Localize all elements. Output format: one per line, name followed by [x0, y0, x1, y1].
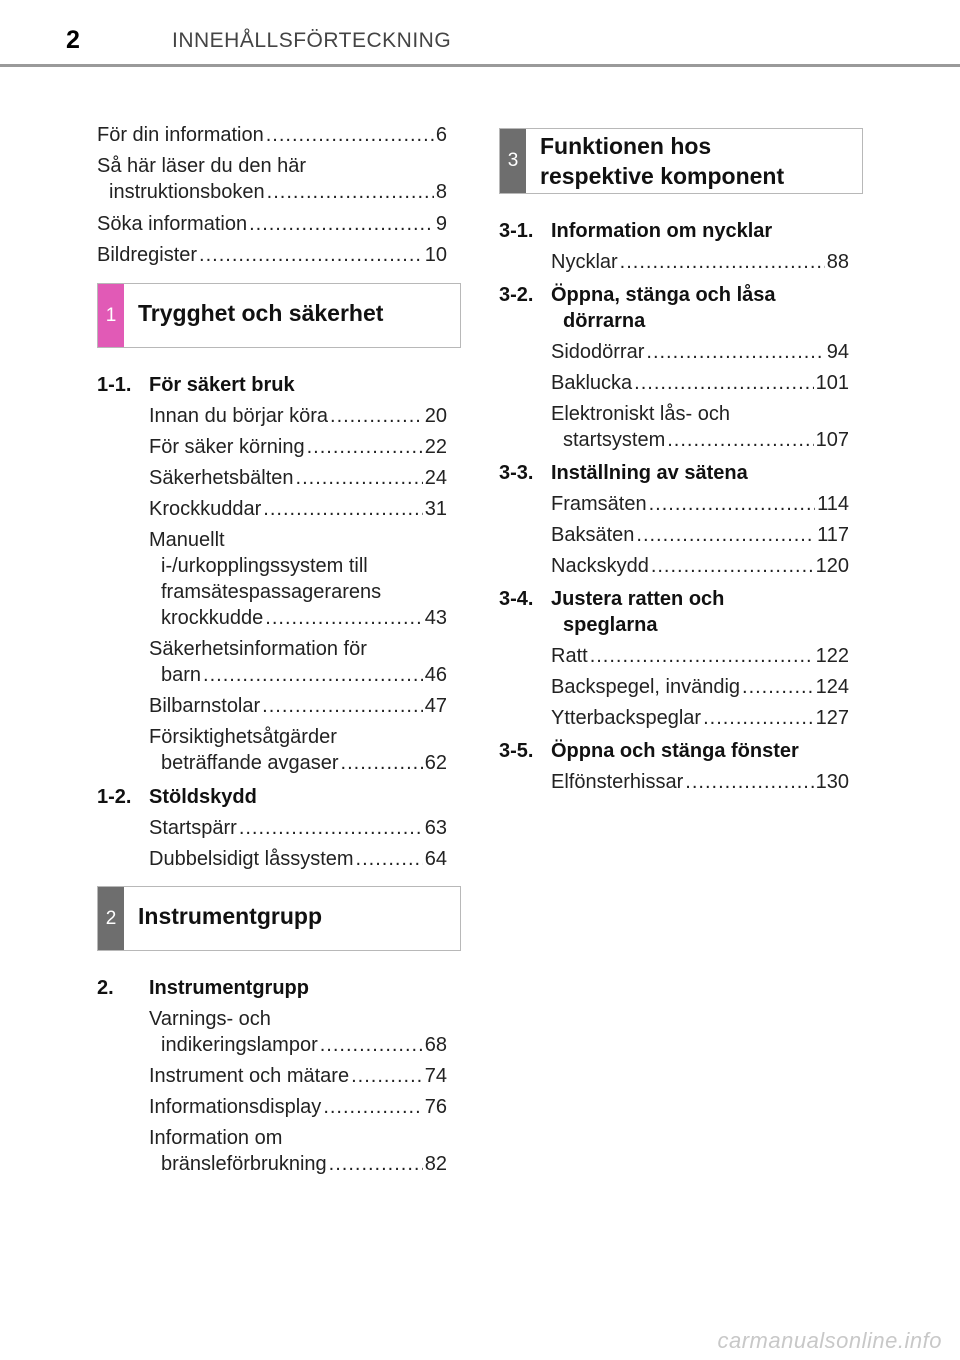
chapter-1-title: Trygghet och säkerhet	[138, 300, 384, 326]
toc-entry[interactable]: Försiktighetsåtgärder beträffande avgaser ..... 62	[149, 724, 447, 776]
toc-entry[interactable]: Elektroniskt lås- och startsystem ..... 107	[551, 401, 849, 453]
toc-entry[interactable]: Nackskydd ..... 120	[551, 553, 849, 579]
toc-entry[interactable]: Söka information ..... 9	[97, 211, 447, 237]
page-number: 2	[66, 26, 80, 54]
toc-entry[interactable]: Sidodörrar ..... 94	[551, 339, 849, 365]
section-heading: 3-1. Information om nycklar	[499, 220, 773, 242]
toc-entry[interactable]: Nycklar ..... 88	[551, 249, 849, 275]
toc-entry[interactable]: Ytterbackspeglar ..... 127	[551, 705, 849, 731]
toc-entry[interactable]: Startspärr ..... 63	[149, 815, 447, 841]
header-divider	[0, 64, 960, 67]
chapter-3-marker: 3	[500, 129, 526, 193]
toc-entry[interactable]: Krockkuddar ..... 31	[149, 496, 447, 522]
toc-entry[interactable]: Bilbarnstolar ..... 47	[149, 693, 447, 719]
toc-entry[interactable]: Varnings- och indikeringslampor ..... 68	[149, 1006, 447, 1058]
section-heading: 3-5. Öppna och stänga fönster	[499, 740, 799, 762]
page-header	[0, 0, 960, 70]
toc-entry[interactable]: Information om bränsleförbrukning ..... 82	[149, 1125, 447, 1177]
section-heading: 3-4. Justera ratten och speglarna	[499, 588, 725, 636]
toc-entry[interactable]: Informationsdisplay ..... 76	[149, 1094, 447, 1120]
toc-entry[interactable]: Instrument och mätare ..... 74	[149, 1063, 447, 1089]
section-heading: 1-1. För säkert bruk	[97, 374, 295, 396]
toc-entry[interactable]: Säkerhetsbälten ..... 24	[149, 465, 447, 491]
toc-entry[interactable]: Baksäten ..... 117	[551, 522, 849, 548]
toc-entry[interactable]: Framsäten ..... 114	[551, 491, 849, 517]
toc-entry[interactable]: Baklucka ..... 101	[551, 370, 849, 396]
chapter-1-marker: 1	[98, 284, 124, 347]
chapter-2-marker: 2	[98, 887, 124, 950]
toc-entry[interactable]: Bildregister ..... 10	[97, 242, 447, 268]
chapter-1-tab[interactable]	[97, 283, 461, 348]
chapter-2-tab[interactable]	[97, 886, 461, 951]
toc-entry[interactable]: Backspegel, invändig ..... 124	[551, 674, 849, 700]
chapter-2-title: Instrumentgrupp	[138, 903, 322, 929]
toc-entry[interactable]: Dubbelsidigt låssystem ..... 64	[149, 846, 447, 872]
toc-entry[interactable]: Innan du börjar köra ..... 20	[149, 403, 447, 429]
chapter-3-title: Funktionen hos respektive komponent	[540, 133, 785, 189]
toc-entry[interactable]: Elfönsterhissar ..... 130	[551, 769, 849, 795]
toc-entry[interactable]: Manuellt i-/urkopplingssystem till framsätespassagerarens krockkudde ..... 43	[149, 527, 447, 631]
section-heading: 3-2. Öppna, stänga och låsa dörrarna	[499, 284, 776, 332]
toc-entry[interactable]: För din information ..... 6	[97, 122, 447, 148]
toc-entry[interactable]: Så här läser du den här instruktionsboken ..... 8	[97, 153, 447, 205]
section-heading: 2. Instrumentgrupp	[97, 977, 309, 999]
watermark: carmanualsonline.info	[717, 1328, 942, 1353]
toc-entry[interactable]: Ratt ..... 122	[551, 643, 849, 669]
toc-entry[interactable]: Säkerhetsinformation för barn ..... 46	[149, 636, 447, 688]
section-heading: 3-3. Inställning av sätena	[499, 462, 748, 484]
toc-entry[interactable]: För säker körning ..... 22	[149, 434, 447, 460]
header-title: INNEHÅLLSFÖRTECKNING	[172, 29, 452, 52]
section-heading: 1-2. Stöldskydd	[97, 786, 257, 808]
chapter-3-tab[interactable]	[499, 128, 863, 194]
